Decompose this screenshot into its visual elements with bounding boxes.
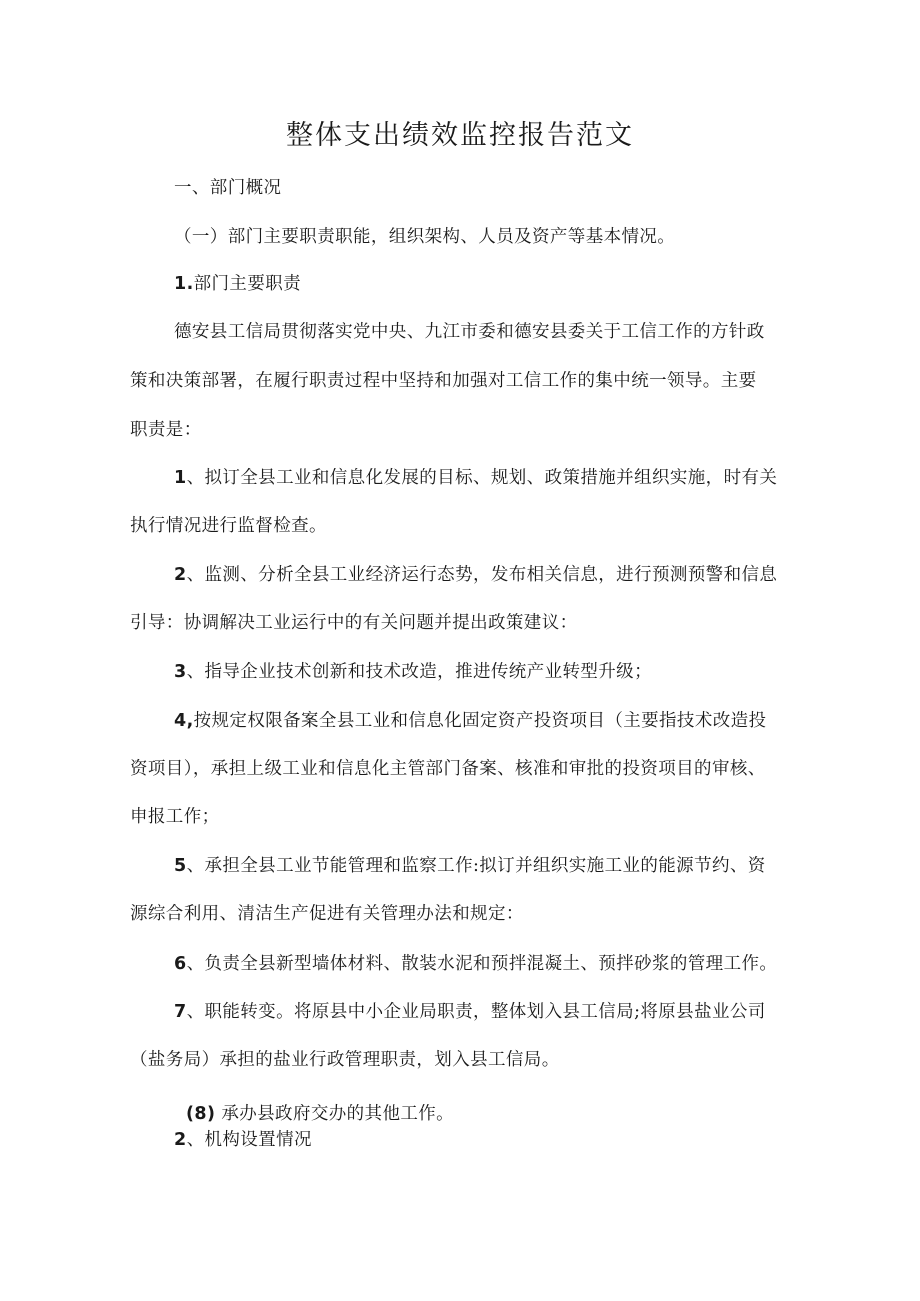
duty-6-line-1 bbox=[174, 952, 839, 976]
duty-number: 2 bbox=[174, 565, 187, 585]
duty-text: 、承担全县工业节能管理和监察工作:拟订并组织实施工业的能源节约、资 bbox=[186, 856, 766, 876]
duty-number: 3 bbox=[174, 662, 187, 682]
item-text: 承办县政府交办的其他工作。 bbox=[221, 1104, 455, 1124]
duty-text: 、拟订全县工业和信息化发展的目标、规划、政策措施并组织实施，时有关 bbox=[186, 468, 778, 488]
section-org-structure bbox=[174, 1128, 839, 1152]
document-title: 整体支出绩效监控报告范文 bbox=[286, 120, 634, 151]
section-main-duties bbox=[174, 272, 839, 296]
duty-number: 5 bbox=[174, 856, 187, 876]
duty-1-line-1 bbox=[174, 466, 839, 490]
section-number: 1. bbox=[174, 274, 194, 294]
item-8-line bbox=[186, 1102, 851, 1126]
duty-text: 、职能转变。将原县中小企业局职责，整体划入县工信局;将原县盐业公司 bbox=[186, 1002, 766, 1022]
duty-1-line-2: 执行情况进行监督检查。 bbox=[130, 516, 327, 536]
duty-text: 、指导企业技术创新和技术改造，推进传统产业转型升级； bbox=[186, 662, 652, 682]
duty-text: 、监测、分析全县工业经济运行态势，发布相关信息，进行预测预警和信息 bbox=[186, 565, 778, 585]
duty-4-line-1 bbox=[174, 709, 839, 733]
duty-number: 7 bbox=[174, 1002, 187, 1022]
intro-line-3: 职责是： bbox=[130, 420, 202, 440]
duty-text: 、负责全县新型墙体材料、散装水泥和预拌混凝土、预拌砂浆的管理工作。 bbox=[186, 954, 778, 974]
heading-department-overview: 一、部门概况 bbox=[174, 178, 282, 198]
duty-4-line-3: 申报工作； bbox=[130, 807, 220, 827]
duty-3-line-1 bbox=[174, 660, 839, 684]
intro-line-1: 德安县工信局贯彻落实党中央、九江市委和德安县委关于工信工作的方针政 bbox=[174, 322, 765, 342]
duty-2-line-1 bbox=[174, 563, 839, 587]
subheading-responsibilities: （一）部门主要职责职能，组织架构、人员及资产等基本情况。 bbox=[174, 227, 676, 247]
duty-number: 6 bbox=[174, 954, 187, 974]
intro-line-2: 策和决策部署，在履行职责过程中坚持和加强对工信工作的集中统一领导。主要 bbox=[130, 371, 757, 391]
duty-number: 1 bbox=[174, 468, 187, 488]
duty-7-line-2: （盐务局）承担的盐业行政管理职责，划入县工信局。 bbox=[130, 1050, 560, 1070]
section-title: 部门主要职责 bbox=[193, 274, 302, 294]
duty-text: 按规定权限备案全县工业和信息化固定资产投资项目（主要指技术改造投 bbox=[193, 711, 767, 731]
duty-number: 4, bbox=[174, 711, 194, 731]
section-title: 、机构设置情况 bbox=[186, 1130, 312, 1150]
item-number: (8) bbox=[186, 1104, 216, 1124]
duty-4-line-2: 资项目），承担上级工业和信息化主管部门备案、核准和审批的投资项目的审核、 bbox=[130, 759, 766, 779]
duty-5-line-1 bbox=[174, 854, 839, 878]
section-number: 2 bbox=[174, 1130, 187, 1150]
duty-2-line-2: 引导：协调解决工业运行中的有关问题并提出政策建议： bbox=[130, 613, 578, 633]
duty-5-line-2: 源综合利用、清洁生产促进有关管理办法和规定： bbox=[130, 904, 524, 924]
duty-7-line-1 bbox=[174, 1000, 839, 1024]
